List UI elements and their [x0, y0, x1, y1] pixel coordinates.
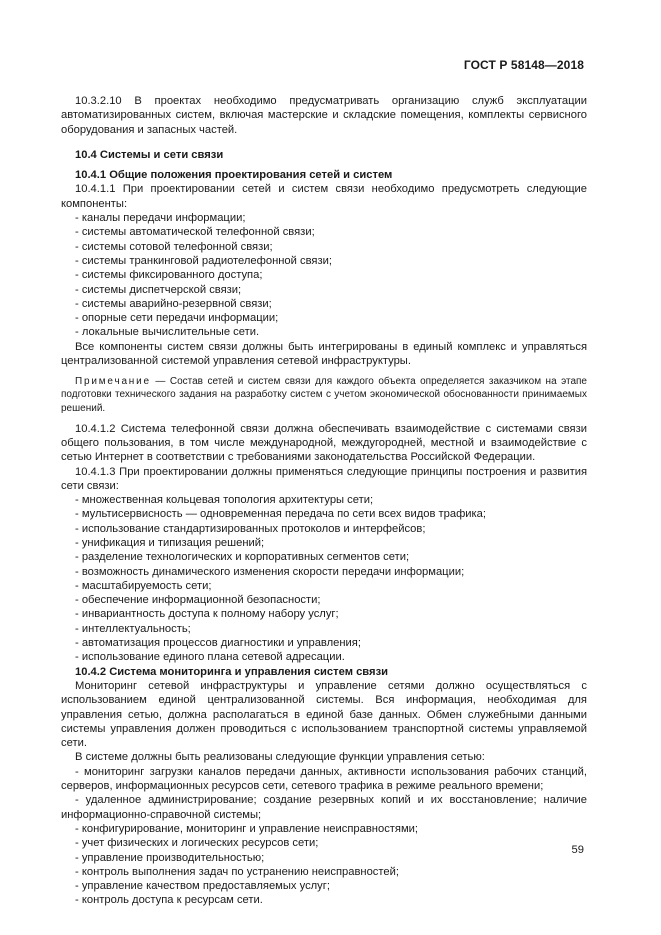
functions-list: [61, 822, 587, 908]
list-item: - системы фиксированного доступа;: [75, 269, 263, 282]
list-item: - системы аварийно-резервной связи;: [75, 297, 272, 310]
list-item: - системы автоматической телефонной связи;: [75, 226, 315, 239]
document-body: [61, 94, 587, 908]
document-header: ГОСТ Р 58148—2018: [463, 58, 584, 72]
components-list: [61, 211, 587, 340]
list-item: - использование единого плана сетевой адресации.: [75, 651, 345, 664]
list-item: - учет физических и логических ресурсов сети;: [75, 837, 319, 850]
list-item: - масштабируемость сети;: [75, 579, 212, 592]
note: [61, 375, 587, 414]
paragraph-10-4-1-3: 10.4.1.3 При проектировании должны применяться следующие принципы построения и развития сети связи:: [61, 465, 587, 492]
paragraph-10-3-2-10: 10.3.2.10 В проектах необходимо предусматривать организацию служб эксплуатации автоматизированных систем, включая мастерские и складские помещения, комплекты сервисного оборудования и запасных частей.: [61, 95, 587, 136]
list-item: - мониторинг загрузки каналов передачи данных, активности использования рабочих станций, серверов, информационных ресурсов сети, сетевого трафика в режиме реального времени;: [61, 765, 587, 793]
list-item: - каналы передачи информации;: [75, 212, 246, 225]
list-item: - локальные вычислительные сети.: [75, 326, 260, 339]
list-item: - множественная кольцевая топология архитектуры сети;: [75, 494, 374, 507]
list-item: - удаленное администрирование; создание резервных копий и их восстановление; наличие информационно-справочной системы;: [61, 794, 587, 821]
list-item: - системы транкинговой радиотелефонной связи;: [75, 254, 332, 267]
list-item: - обеспечение информационной безопасности;: [75, 594, 321, 607]
paragraph-10-4-1-2: 10.4.1.2 Система телефонной связи должна обеспечивать взаимодействие с системами связи общего пользования, в том числе международной, междугородней, местной и взаимодействие с сетью Интернет в соответствии с требованиями законодательства Российской Федерации.: [61, 422, 587, 464]
note-text: — Состав сетей и систем связи для каждого объекта определяется заказчиком на этапе подготовки технического задания на разработку систем с учетом экономической обоснованности принимаемых решений.: [61, 376, 587, 414]
page-number: 59: [571, 844, 584, 856]
list-item: - системы диспетчерской связи;: [75, 283, 242, 296]
list-item: - контроль выполнения задач по устранению неисправностей;: [75, 865, 399, 878]
list-item: - конфигурирование, мониторинг и управление неисправностями;: [75, 822, 419, 835]
note-label: Примечание: [75, 376, 151, 388]
principles-list: [61, 493, 587, 665]
list-item: - управление производительностью;: [75, 851, 265, 864]
list-item: - автоматизация процессов диагностики и управления;: [75, 637, 361, 650]
list-item: - мультисервисность — одновременная передача по сети всех видов трафика;: [75, 508, 487, 521]
paragraph-10-4-1-1: 10.4.1.1 При проектировании сетей и систем связи необходимо предусмотреть следующие компоненты:: [61, 183, 587, 210]
section-heading-10-4: 10.4 Системы и сети связи: [75, 148, 224, 161]
list-item: - системы сотовой телефонной связи;: [75, 240, 273, 253]
list-item: - унификация и типизация решений;: [75, 537, 265, 549]
list-item: - инвариантность доступа к полному набору услуг;: [75, 608, 339, 621]
list-item: - возможность динамического изменения скорости передачи информации;: [75, 565, 465, 578]
list-item: - контроль доступа к ресурсам сети.: [75, 894, 263, 907]
list-item: - использование стандартизированных протоколов и интерфейсов;: [75, 522, 426, 535]
list-item: - управление качеством предоставляемых услуг;: [75, 880, 330, 893]
paragraph-monitoring: Мониторинг сетевой инфраструктуры и управление сетями должно осуществляться с использованием единой централизованной системы. Вся информация, необходимая для управления сетью, должна располагаться в единой базе данных. Обмен служебными данными системы управления должен проводиться с использованием транспортной системы управляемой сети.: [61, 679, 587, 750]
paragraph-integration: Все компоненты систем связи должны быть интегрированы в единый комплекс и управляться централизованной системой управления сетевой инфраструктуры.: [61, 340, 587, 368]
list-item: - опорные сети передачи информации;: [75, 312, 279, 325]
list-item: - разделение технологических и корпоративных сегментов сети;: [75, 551, 410, 564]
subsection-heading-10-4-1: 10.4.1 Общие положения проектирования сетей и систем: [75, 169, 393, 182]
paragraph-functions: В системе должны быть реализованы следующие функции управления сетью:: [75, 751, 485, 764]
list-item: - интеллектуальность;: [75, 622, 191, 635]
subsection-heading-10-4-2: 10.4.2 Система мониторинга и управления систем связи: [75, 665, 389, 678]
